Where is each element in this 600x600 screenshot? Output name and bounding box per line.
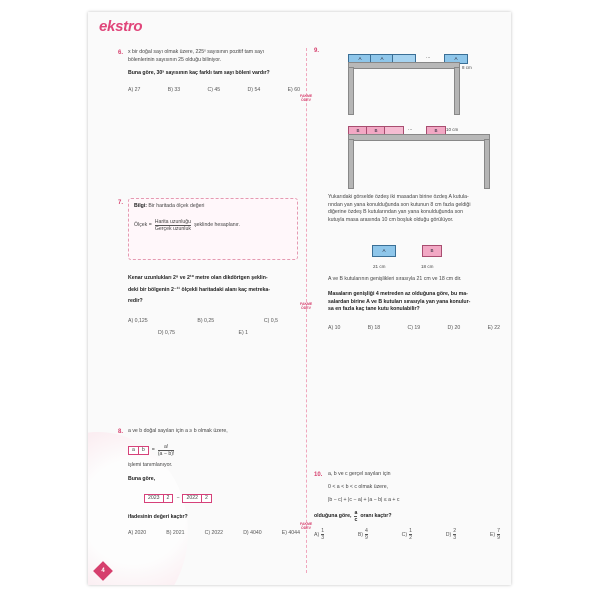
answer-options: [128, 530, 300, 536]
option-d[interactable]: D) 20: [447, 325, 461, 331]
answer-options: [128, 87, 300, 93]
option-d[interactable]: D) 54: [247, 87, 261, 93]
option-e[interactable]: E) 4044: [281, 530, 300, 536]
option-b[interactable]: B) 18: [367, 325, 381, 331]
question-prompt: Masaların genişliği 4 metreden az olduğuna göre, bu ma- salardan birine A ve B kutuları sırasıyla yan yana konulur- sa en fazla kaç tane kutu konulabilir?: [328, 291, 471, 312]
option-b[interactable]: B) $\frac{4}{9}$: [357, 528, 368, 541]
box-b-2: B: [366, 126, 386, 136]
question-text: a, b ve c gerçel sayıları için: [328, 471, 391, 477]
question-text: işlemi tanımlanıyor.: [128, 462, 173, 468]
caption-a: 21 cm: [373, 264, 386, 269]
gap-label: 10 cm: [446, 127, 459, 132]
ratio-fraction: $\frac{a}{c}$: [354, 510, 358, 523]
overhang-label: 8 cm: [462, 65, 472, 70]
table-a-illustration: [344, 48, 494, 118]
side-tag: FAKME ÖDEV: [300, 522, 313, 530]
column-divider: [306, 48, 307, 573]
demo-box-a: A: [372, 245, 396, 257]
option-b[interactable]: B) 33: [167, 87, 181, 93]
option-c[interactable]: C) 0,5: [263, 318, 278, 324]
question-prompt: Kenar uzunlukları 2⁸ ve 2¹⁰ metre olan dikdörtgen şeklin- deki bir bölgenin 2⁻¹¹ ölçekli haritadaki alanı kaç metreka- redir?: [128, 275, 270, 304]
option-a[interactable]: A) 0,125: [128, 318, 148, 324]
option-c[interactable]: C) 45: [207, 87, 221, 93]
brand-logo: ekstro: [99, 18, 143, 35]
answer-options: [328, 325, 500, 331]
expr-box-2023: 2023: [144, 494, 164, 503]
table-leg: [454, 67, 460, 115]
operation-definition: a b = $\frac{a!}{(a - b)!}$: [128, 444, 174, 457]
ellipsis: ...: [426, 54, 431, 60]
question-text: x bir doğal sayı olmak üzere, 225ˣ sayısının pozitif tam sayı bölenlerinin sayısının 25 olduğu biliniyor.: [128, 49, 265, 63]
option-d[interactable]: D) $\frac{2}{3}$: [445, 528, 457, 541]
operation-box-a: a: [128, 446, 139, 455]
option-e[interactable]: E) 1: [238, 330, 248, 336]
question-number: 9.: [314, 48, 320, 54]
option-d[interactable]: D) 4040: [243, 530, 262, 536]
scale-formula: Ölçek = $\frac{\text{Harita uzunluğu}}{\text{Gerçek uzunluk}}$ şeklinde hesaplanır.: [134, 219, 240, 232]
question-text: a ve b doğal sayıları için a ≥ b olmak üzere,: [128, 428, 228, 434]
page-number: 4: [101, 568, 105, 574]
question-paragraph: Yukarıdaki görselde özdeş iki masadan birine özdeş A kutula- rından yan yana konulduğunda son kutunun 8 cm fazla geldiği diğerine özdeş B kutularından yan yana konulduğunda son kutuyla masa arasında 10 cm boşluk olduğu görülüyor.: [328, 194, 471, 223]
option-a[interactable]: A) 10: [328, 325, 341, 331]
option-e[interactable]: E) 22: [487, 325, 500, 331]
question-text: 0 < a < b < c olmak üzere,: [328, 484, 389, 490]
option-e[interactable]: E) $\frac{7}{9}$: [489, 528, 500, 541]
question-number: 10.: [314, 472, 323, 478]
option-c[interactable]: C) $\frac{1}{2}$: [401, 528, 413, 541]
table-top: [348, 134, 490, 141]
caption-b: 18 cm: [421, 264, 434, 269]
expression: 2023 2 − 2022 2: [144, 494, 212, 503]
box-a-2: A: [370, 54, 394, 64]
inequality: |b − c| + |c − a| + |a − b| ≤ a + c: [328, 497, 400, 503]
definition-fraction: $\frac{a!}{(a - b)!}$: [157, 444, 175, 457]
question-text: Buna göre,: [128, 476, 156, 482]
option-b[interactable]: B) 0,25: [197, 318, 215, 324]
worksheet-page: [88, 12, 511, 585]
demo-box-b: B: [422, 245, 442, 257]
box-b-last: B: [426, 126, 446, 136]
question-number: 8.: [118, 429, 124, 435]
option-c[interactable]: C) 19: [407, 325, 421, 331]
side-tag: FAKME ÖDEV: [300, 302, 313, 310]
expr-box-2b: 2: [201, 494, 212, 503]
question-prompt: ifadesinin değeri kaçtır?: [128, 514, 188, 520]
option-b[interactable]: B) 2021: [166, 530, 185, 536]
question-text: A ve B kutularının genişlikleri sırasıyla 21 cm ve 18 cm dir.: [328, 276, 462, 282]
answer-options: [314, 528, 500, 541]
box-b-1: B: [348, 126, 368, 136]
box-a-last: A: [444, 54, 468, 64]
option-c[interactable]: C) 2022: [204, 530, 224, 536]
question-prompt: Buna göre, 30ˣ sayısının kaç farklı tam sayı böleni vardır?: [128, 70, 270, 76]
answer-options-row2: [158, 330, 248, 336]
scale-fraction: $\frac{\text{Harita uzunluğu}}{\text{Gerçek uzunluk}}$: [154, 219, 192, 232]
expr-box-2a: 2: [163, 494, 174, 503]
option-a[interactable]: A) $\frac{1}{3}$: [314, 528, 325, 541]
expr-box-2022: 2022: [182, 494, 202, 503]
question-prompt: olduğuna göre, $\frac{a}{c}$ oranı kaçtır?: [314, 510, 392, 523]
question-number: 6.: [118, 50, 124, 56]
table-leg: [484, 139, 490, 189]
table-top: [348, 62, 460, 69]
info-box: [128, 198, 298, 260]
table-b-illustration: [344, 122, 494, 192]
info-title: Bilgi: Bir haritada ölçek değeri: [134, 203, 205, 209]
ellipsis: ...: [408, 126, 413, 132]
option-e[interactable]: E) 60: [287, 87, 300, 93]
operation-box-b: b: [138, 446, 149, 455]
option-a[interactable]: A) 2020: [128, 530, 147, 536]
question-number: 7.: [118, 200, 124, 206]
option-a[interactable]: A) 27: [128, 87, 141, 93]
table-leg: [348, 139, 354, 189]
answer-options: [128, 318, 278, 324]
box-a-1: A: [348, 54, 372, 64]
side-tag: FAKME ÖDEV: [300, 94, 313, 102]
option-d[interactable]: D) 0,75: [158, 330, 176, 336]
table-leg: [348, 67, 354, 115]
